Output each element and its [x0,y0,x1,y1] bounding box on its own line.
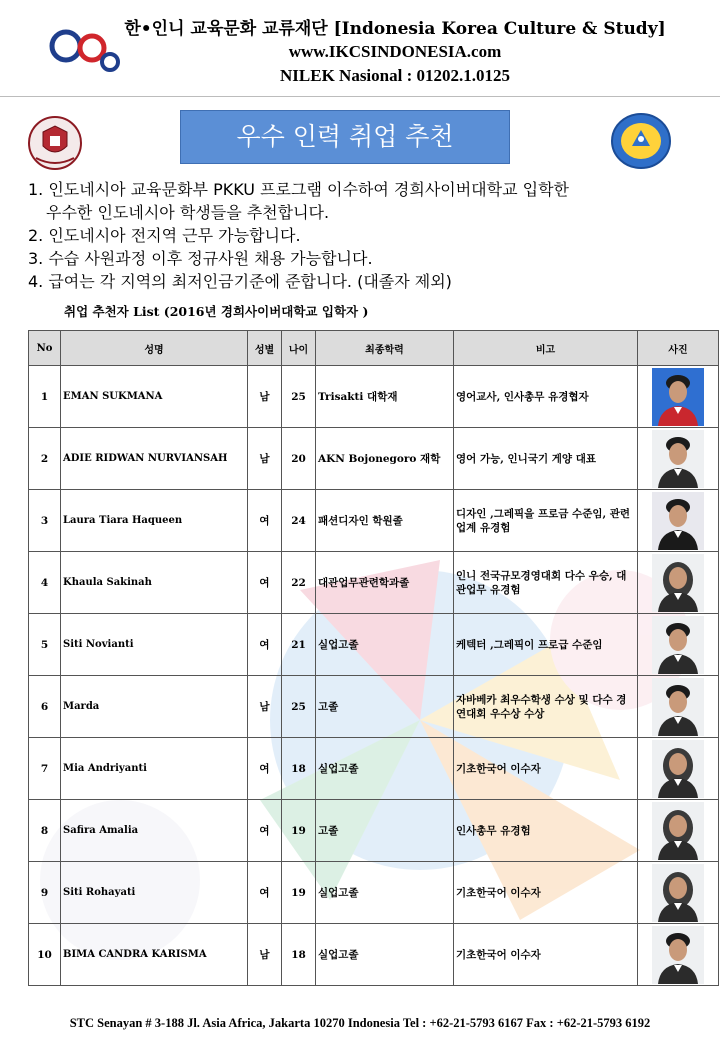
cell-education: 고졸 [316,676,454,738]
cell-no: 4 [29,552,61,614]
cell-note: 인니 전국규모경영대회 다수 우승, 대관업무 유경험 [454,552,638,614]
cell-no: 5 [29,614,61,676]
cell-photo [638,738,719,800]
cell-name: Siti Rohayati [61,862,248,924]
cell-note: 영어교사, 인사총무 유경협자 [454,366,638,428]
portrait-photo [652,864,704,922]
col-header-age: 나이 [282,331,316,366]
cell-education: 패션디자인 학원졸 [316,490,454,552]
cell-sex: 여 [248,614,282,676]
portrait-photo [652,554,704,612]
cell-age: 21 [282,614,316,676]
cell-photo [638,800,719,862]
cell-age: 18 [282,924,316,986]
cell-note: 자바베카 최우수학생 수상 및 다수 경연대회 우수상 수상 [454,676,638,738]
point-2: 2. 인도네시아 전지역 근무 가능합니다. [28,226,301,245]
portrait-photo [652,616,704,674]
header-divider [0,96,720,97]
table-row [29,428,719,490]
list-subtitle: 취업 추천자 List (2016년 경희사이버대학교 입학자 ) [64,304,369,319]
cell-no: 2 [29,428,61,490]
cell-no: 7 [29,738,61,800]
cell-note: 기초한국어 이수자 [454,862,638,924]
cell-age: 24 [282,490,316,552]
table-row [29,490,719,552]
cell-age: 18 [282,738,316,800]
cell-education: 실업고졸 [316,614,454,676]
table-row [29,614,719,676]
cell-photo [638,676,719,738]
cell-note: 인사총무 유경험 [454,800,638,862]
cell-no: 8 [29,800,61,862]
cell-name: Safira Amalia [61,800,248,862]
cell-age: 19 [282,800,316,862]
footer-address: STC Senayan # 3-188 Jl. Asia Africa, Jakarta 10270 Indonesia Tel : +62-21-5793 6167 Fax : +62-21-5793 6192 [69,1016,651,1030]
cell-education: 대관업무관련학과졸 [316,552,454,614]
cell-note: 기초한국어 이수자 [454,924,638,986]
cell-no: 9 [29,862,61,924]
cell-education: 실업고졸 [316,862,454,924]
cell-education: 실업고졸 [316,924,454,986]
table-row [29,552,719,614]
portrait-photo [652,802,704,860]
cell-sex: 여 [248,552,282,614]
website: www.IKCSINDONESIA.com [288,42,502,61]
table-row [29,366,719,428]
cell-name: Khaula Sakinah [61,552,248,614]
cell-education: 실업고졸 [316,738,454,800]
cell-no: 6 [29,676,61,738]
table-row [29,862,719,924]
cell-sex: 여 [248,490,282,552]
cell-name: Siti Novianti [61,614,248,676]
cell-note: 영어 가능, 인니국기 게양 대표 [454,428,638,490]
point-1: 1. 인도네시아 교육문화부 PKKU 프로그램 이수하여 경희사이버대학교 입학한 [28,180,570,199]
portrait-photo [652,368,704,426]
cell-no: 3 [29,490,61,552]
point-1-continued: 우수한 인도네시아 학생들을 추천합니다. [46,203,330,222]
cell-sex: 여 [248,862,282,924]
portrait-photo [652,926,704,984]
cell-no: 10 [29,924,61,986]
cell-education: 고졸 [316,800,454,862]
table-row [29,924,719,986]
cell-age: 20 [282,428,316,490]
org-name: 한•인니 교육문화 교류재단 [Indonesia Korea Culture & Study] [124,19,666,39]
cell-photo [638,428,719,490]
cell-photo [638,366,719,428]
cell-name: BIMA CANDRA KARISMA [61,924,248,986]
page-title: 우수 인력 취업 추천 [180,110,510,164]
cell-photo [638,552,719,614]
table-row [29,738,719,800]
cell-age: 25 [282,366,316,428]
cell-photo [638,862,719,924]
cell-sex: 남 [248,676,282,738]
col-header-photo: 사진 [638,331,719,366]
cell-note: 디자인 ,그레픽을 프로금 수준임, 관련업계 유경험 [454,490,638,552]
portrait-photo [652,740,704,798]
col-header-education: 최종학력 [316,331,454,366]
point-4: 4. 급여는 각 지역의 최저인금기준에 준합니다. (대졸자 제외) [28,272,452,291]
cell-note: 케텍터 ,그레픽이 프로급 수준임 [454,614,638,676]
table-header-row [29,331,719,366]
cell-age: 19 [282,862,316,924]
university-crest-icon [26,114,84,172]
table-row [29,800,719,862]
cell-note: 기초한국어 이수자 [454,738,638,800]
col-header-name: 성명 [61,331,248,366]
portrait-photo [652,678,704,736]
cell-sex: 여 [248,800,282,862]
cell-photo [638,614,719,676]
table-row [29,676,719,738]
nilek-number: NILEK Nasional : 01202.1.0125 [280,66,510,85]
ministry-emblem-icon [610,112,672,170]
cell-name: Laura Tiara Haqueen [61,490,248,552]
cell-sex: 남 [248,366,282,428]
cell-photo [638,924,719,986]
portrait-photo [652,430,704,488]
col-header-no: No [29,331,61,366]
cell-name: Marda [61,676,248,738]
cell-sex: 남 [248,924,282,986]
cell-photo [638,490,719,552]
candidate-table [28,330,719,986]
cell-education: Trisakti 대학재 [316,366,454,428]
col-header-sex: 성별 [248,331,282,366]
cell-name: Mia Andriyanti [61,738,248,800]
letterhead [0,0,720,100]
cell-age: 22 [282,552,316,614]
point-3: 3. 수습 사원과정 이후 정규사원 채용 가능합니다. [28,249,373,268]
recommendation-points [28,178,708,293]
cell-name: ADIE RIDWAN NURVIANSAH [61,428,248,490]
cell-education: AKN Bojonegoro 재학 [316,428,454,490]
cell-no: 1 [29,366,61,428]
cell-name: EMAN SUKMANA [61,366,248,428]
col-header-note: 비고 [454,331,638,366]
portrait-photo [652,492,704,550]
cell-age: 25 [282,676,316,738]
cell-sex: 여 [248,738,282,800]
cell-sex: 남 [248,428,282,490]
